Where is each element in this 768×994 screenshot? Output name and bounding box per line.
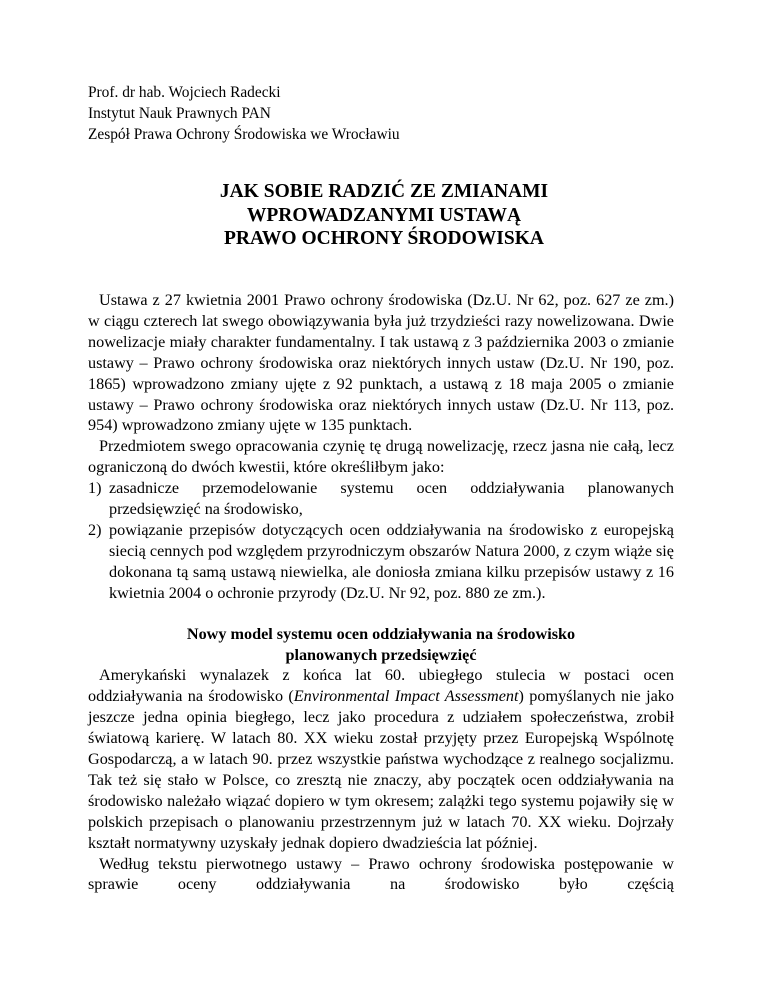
- document-body: [88, 290, 674, 895]
- list-item-text: powiązanie przepisów dotyczących ocen oddziaływania na środowisko z europejską siecią cennych pod względem przyrodniczym obszarów Natura 2000, z czym wiąże się dokonana tą samą ustawą niewielka, ale doniosła zmiana kilku przepisów ustawy z 16 kwietnia 2004 o ochronie przyrody (Dz.U. Nr 92, poz. 880 ze zm.).: [109, 520, 674, 602]
- title-line-3: PRAWO OCHRONY ŚRODOWISKA: [224, 228, 544, 249]
- section-paragraph-2: Według tekstu pierwotnego ustawy – Prawo ochrony środowiska postępowanie w sprawie oceny oddziaływania na środowisko było częścią: [88, 854, 674, 894]
- section-paragraph-1: [88, 665, 674, 853]
- section-paragraph-1-end: ) pomyślanych nie jako jeszcze jedna opinia biegłego, lecz jako procedura z udziałem społeczeństwa, zrobił światową karierę. W latach 80. XX wieku został przyjęty przez Europejską Wspólnotę Gospodarczą, a w latach 90. przez wszystkie państwa wychodzące z realnego socjalizmu. Tak też się stało w Polsce, co zresztą nie znaczy, aby początek ocen oddziaływania na środowisko należało wiązać dopiero w tym okresem; zalążki tego systemu pojawiły się w polskich przepisach o planowaniu przestrzennym już w latach 70. XX wieku. Dojrzały kształt normatywny uzyskały jednak dopiero dwadzieścia lat później.: [88, 687, 674, 852]
- intro-paragraph-1: Ustawa z 27 kwietnia 2001 Prawo ochrony środowiska (Dz.U. Nr 62, poz. 627 ze zm.) w ciągu czterech lat swego obowiązywania była już trzydzieści razy nowelizowana. Dwie nowelizacje miały charakter fundamentalny. I tak ustawą z 3 października 2003 o zmianie ustawy – Prawo ochrony środowiska oraz niektórych innych ustaw (Dz.U. Nr 190, poz. 1865) wprowadzono zmiany ujęte z 92 punktach, a ustawą z 18 maja 2005 o zmianie ustawy – Prawo ochrony środowiska oraz niektórych innych ustaw (Dz.U. Nr 113, poz. 954) wprowadzono zmiany ujęte w 135 punktach.: [88, 291, 674, 435]
- list-item-text: zasadnicze przemodelowanie systemu ocen oddziaływania planowanych przedsięwzięć na środowisko,: [109, 479, 674, 519]
- list-item-number: 2): [88, 520, 102, 539]
- intro-paragraph-2: Przedmiotem swego opracowania czynię tę drugą nowelizację, rzecz jasna nie całą, lecz ograniczoną do dwóch kwestii, które określiłbym jako:: [88, 437, 674, 477]
- author-institute: Instytut Nauk Prawnych PAN: [88, 105, 271, 122]
- section-heading-line-1: Nowy model systemu ocen oddziaływania na środowisko: [186, 624, 576, 643]
- title-line-1: JAK SOBIE RADZIĆ ZE ZMIANAMI: [219, 181, 549, 202]
- section-paragraph-1-start: Amerykański wynalazek z końca lat 60. ubiegłego stulecia w postaci ocen oddziaływania na środowisko (: [88, 666, 674, 706]
- title-line-2: WPROWADZANYMI USTAWĄ: [246, 204, 522, 226]
- section-heading-line-2: planowanych przedsięwzięć: [285, 645, 477, 664]
- author-name: Prof. dr hab. Wojciech Radecki: [88, 84, 281, 101]
- list-item-number: 1): [88, 479, 102, 498]
- intro-list: [88, 478, 674, 603]
- list-item: [88, 520, 674, 604]
- section-paragraph-1-term: Environmental Impact Assessment: [293, 687, 519, 706]
- list-item: [88, 478, 674, 520]
- author-team: Zespół Prawa Ochrony Środowiska we Wrocławiu: [88, 126, 400, 143]
- author-block: [88, 82, 400, 145]
- section-heading: [88, 624, 674, 666]
- document-title: [0, 180, 768, 251]
